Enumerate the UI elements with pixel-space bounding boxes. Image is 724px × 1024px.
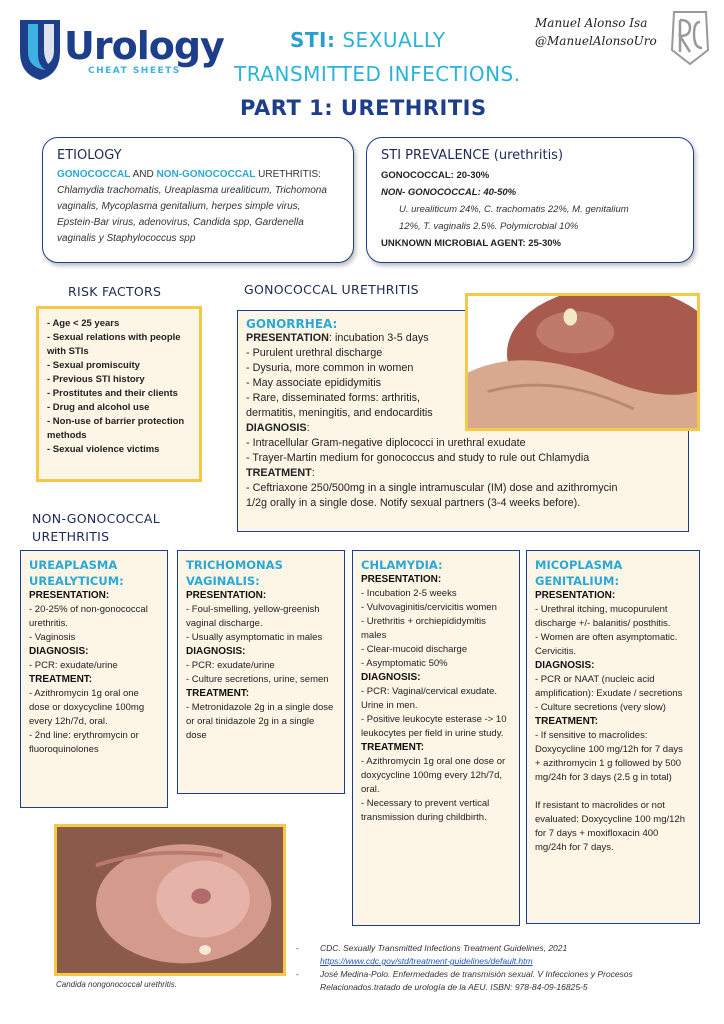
block-line: - Metronidazole 2g in a single dose or oral tinidazole 2g in a single dose: [186, 702, 334, 741]
block-line: If resistant to macrolides or not evaluated: Doxycycline 100 mg/12h for 7 days + moxifloxacin 400 mg/24h for 7 days.: [535, 800, 685, 853]
block-line: - Culture secretions, urine, semen: [186, 674, 329, 685]
block-line: - If sensitive to macrolides: Doxycycline 100 mg/12h for 7 days + azithromycin 1 g followed by 500 mg/24h for 3 days (2.5 g in total): [535, 730, 683, 783]
block-line: - Foul-smelling, yellow-greenish vaginal discharge.: [186, 604, 320, 629]
etiology-text: GONOCOCCAL AND NON-GONOCOCCAL URETHRITIS: Chlamydia trachomatis, Ureaplasma urealiticum, Trichomona vaginalis, Mycoplasma genitalium, herpes simple virus, Epstein-Bar virus, adenovirus, Candida spp, Gardenella vaginalis y Staphylococcus spp: [57, 169, 327, 244]
gonorrhea-heading: GONORRHEA:: [246, 317, 338, 331]
block-label: PRESENTATION:: [535, 590, 616, 601]
prevalence-card: [366, 137, 694, 263]
block-label: DIAGNOSIS:: [29, 646, 89, 657]
gonorrhea-line: - May associate epididymitis: [246, 377, 382, 389]
risk-item: - Non-use of barrier protection methods: [47, 416, 185, 441]
gonorrhea-line: dermatitis, meningitis, and endocarditis: [246, 407, 433, 419]
etiology-card: [42, 137, 354, 263]
block-line: - Positive leukocyte esterase -> 10 leukocytes per field in urine study.: [361, 714, 507, 739]
block-line: - Urethral itching, mucopurulent discharge +/- balanitis/ posthitis.: [535, 604, 671, 629]
photo-caption: Candida nongonococcal urethritis.: [56, 980, 177, 989]
block-label: TREATMENT:: [29, 674, 93, 685]
gonorrhea-presentation: PRESENTATION: incubation 3-5 days: [246, 332, 429, 344]
risk-item: - Age < 25 years: [47, 318, 120, 329]
chlamydia-card: [352, 550, 520, 926]
risk-item: - Prostitutes and their clients: [47, 388, 178, 399]
reference-text: CDC. Sexually Transmitted Infections Treatment Guidelines, 2021: [320, 943, 568, 953]
logo-subtitle: CHEAT SHEETS: [88, 66, 181, 76]
trichomonas-card: [177, 550, 345, 794]
ureaplasma-heading: UREAPLASMA UREALYTICUM:: [29, 558, 124, 588]
block-line: - 20-25% of non-gonococcal urethritis.: [29, 604, 148, 629]
chlamydia-heading: CHLAMYDIA:: [361, 558, 443, 572]
block-line: - Vulvovaginitis/cervicitis women: [361, 602, 497, 613]
author-handle: @ManuelAlonsoUro: [535, 34, 657, 48]
block-line: - Usually asymptomatic in males: [186, 632, 323, 643]
prevalence-title: STI PREVALENCE (urethritis): [381, 148, 564, 163]
etiology-organisms: Chlamydia trachomatis, Ureaplasma urealiticum, Trichomona vaginalis, Mycoplasma genitalium, herpes simple virus, Epstein-Bar virus, adenovirus, Candida spp, Gardenella vaginalis y Staphylococcus spp: [57, 185, 327, 244]
block-label: DIAGNOSIS:: [361, 672, 421, 683]
prevalence-detail-1: U. urealiticum 24%, C. trachomatis 22%, M. genitalium: [399, 204, 629, 215]
block-line: Urine in men.: [361, 700, 418, 711]
block-line: - 2nd line: erythromycin or fluoroquinolones: [29, 730, 139, 755]
author-credit: [535, 14, 657, 50]
prevalence-nongono: NON- GONOCOCCAL: 40-50%: [381, 187, 517, 198]
gonorrhea-clinical-photo: [465, 293, 700, 431]
block-line: - Vaginosis: [29, 632, 76, 643]
references: [296, 942, 706, 994]
block-label: TREATMENT:: [361, 742, 425, 753]
etiology-title: ETIOLOGY: [57, 148, 122, 163]
risk-factors-title: RISK FACTORS: [68, 284, 162, 299]
block-line: - Incubation 2-5 weeks: [361, 588, 457, 599]
block-line: - Urethritis + orchiepididymitis males: [361, 616, 486, 641]
gonorrhea-diagnosis: - Trayer-Martin medium for gonococcus and study to rule out Chlamydia: [246, 452, 590, 464]
reference-link[interactable]: https://www.cdc.gov/std/treatment-guidelines/default.htm: [320, 956, 533, 966]
risk-item: - Sexual relations with people with STIs: [47, 332, 181, 357]
block-line: - Necessary to prevent vertical transmission during childbirth.: [361, 798, 490, 823]
prevalence-gono: GONOCOCCAL: 20-30%: [381, 170, 490, 181]
risk-item: - Sexual promiscuity: [47, 360, 140, 371]
reference-text: José Medina-Polo. Enfermedades de transmisión sexual. V Infecciones y Procesos Relacionados.tratado de urología de la AEU. ISBN: 978-84-09-16825-5: [320, 969, 633, 992]
title-line-1: STI: SEXUALLY: [290, 28, 446, 52]
prevalence-detail-2: 12%, T. vaginalis 2.5%. Polymicrobial 10%: [399, 221, 579, 232]
block-line: - Clear-mucoid discharge: [361, 644, 468, 655]
reference-item: - CDC. Sexually Transmitted Infections Treatment Guidelines, 2021 https://www.cdc.gov/std/treatment-guidelines/default.htm: [296, 943, 568, 966]
block-line: - PCR: exudate/urine: [29, 660, 118, 671]
block-label: DIAGNOSIS:: [535, 660, 595, 671]
block-label: DIAGNOSIS:: [186, 646, 246, 657]
reference-item: - José Medina-Polo. Enfermedades de transmisión sexual. V Infecciones y Procesos Relacionados.tratado de urología de la AEU. ISBN: 978-84-09-16825-5: [296, 968, 706, 994]
gonorrhea-treatment: 1/2g orally in a single dose. Notify sexual partners (3-4 weeks before).: [246, 497, 581, 509]
prevalence-unknown: UNKNOWN MICROBIAL AGENT: 25-30%: [381, 238, 561, 249]
block-line: - Azithromycin 1g oral one dose or doxycycline 100mg every 12h/7d, oral.: [29, 688, 145, 727]
monogram-logo-icon: [668, 8, 712, 66]
page-title: PART 1: URETHRITIS: [240, 96, 487, 120]
block-line: - Azithromycin 1g oral one dose or doxycycline 100mg every 12h/7d, oral.: [361, 756, 506, 795]
block-label: PRESENTATION:: [29, 590, 110, 601]
block-label: PRESENTATION:: [361, 574, 442, 585]
gonorrhea-line: - Dysuria, more common in women: [246, 362, 414, 374]
block-line: [535, 785, 691, 799]
block-line: - Culture secretions (very slow): [535, 702, 666, 713]
block-line: - PCR or NAAT (nucleic acid amplification): Exudate / secretions: [535, 674, 683, 699]
block-label: TREATMENT:: [186, 688, 250, 699]
block-line: - PCR: exudate/urine: [186, 660, 275, 671]
ureaplasma-card: [20, 550, 168, 808]
gonorrhea-line: - Purulent urethral discharge: [246, 347, 383, 359]
block-line: - PCR: Vaginal/cervical exudate.: [361, 686, 498, 697]
trichomonas-heading: TRICHOMONAS VAGINALIS:: [186, 558, 283, 588]
micoplasma-card: [526, 550, 700, 924]
risk-factors-box: [36, 306, 202, 482]
logo-wordmark: Urology: [64, 24, 224, 68]
gonococcal-section-title: GONOCOCCAL URETHRITIS: [244, 282, 419, 297]
block-label: TREATMENT:: [535, 716, 599, 727]
risk-item: - Sexual violence victims: [47, 444, 160, 455]
gonorrhea-diagnosis: - Intracellular Gram-negative diplococci in urethral exudate: [246, 437, 526, 449]
risk-item: - Drug and alcohol use: [47, 402, 150, 413]
block-label: PRESENTATION:: [186, 590, 267, 601]
micoplasma-heading: MICOPLASMA GENITALIUM:: [535, 558, 623, 588]
block-line: - Asymptomatic 50%: [361, 658, 448, 669]
gonorrhea-treatment-label: TREATMENT:: [246, 467, 315, 479]
gonorrhea-diagnosis-label: DIAGNOSIS:: [246, 422, 310, 434]
block-line: - Women are often asymptomatic. Cervicitis.: [535, 632, 678, 657]
candida-clinical-photo: [54, 824, 286, 976]
nongonococcal-section-title: NON-GONOCOCCAL URETHRITIS: [32, 511, 160, 544]
title-line-2: TRANSMITTED INFECTIONS.: [234, 62, 521, 86]
gonorrhea-treatment: - Ceftriaxone 250/500mg in a single intramuscular (IM) dose and azithromycin: [246, 482, 618, 494]
risk-item: - Previous STI history: [47, 374, 145, 385]
gonorrhea-line: - Rare, disseminated forms: arthritis,: [246, 392, 420, 404]
author-name: Manuel Alonso Isa: [535, 16, 648, 30]
